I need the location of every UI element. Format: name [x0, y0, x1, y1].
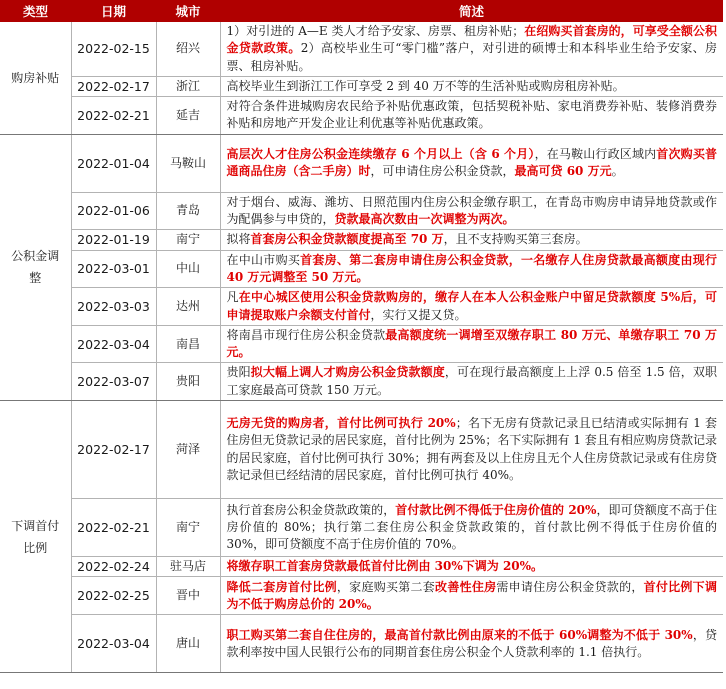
city-cell: 绍兴: [156, 22, 220, 76]
city-cell: 马鞍山: [156, 134, 220, 192]
summary-cell: [220, 325, 723, 363]
table-row: [0, 288, 723, 326]
city-cell: 南昌: [156, 325, 220, 363]
summary-text: 执行首套房公积金贷款政策的，: [226, 502, 396, 517]
summary-text: 在中山市购买: [226, 252, 301, 267]
table-row: [0, 76, 723, 96]
table-row: [0, 363, 723, 401]
table-row: [0, 557, 723, 577]
city-cell: 延吉: [156, 97, 220, 135]
highlighted-text: 首套房公积金贷款额度提高至 70 万: [250, 232, 444, 247]
summary-text: ，即可贷额度不高于住房价值的 80%；执行第二套住房公积金贷款政策的，首付款比例不得低于住房价值的 30%，即可贷额度不高于住房价值的 70%。: [226, 502, 717, 552]
highlighted-text: 贷款最高次数由一次调整为两次。: [334, 212, 515, 227]
summary-cell: [220, 22, 723, 76]
date-cell: 2022-01-19: [71, 230, 156, 250]
summary-cell: [220, 499, 723, 557]
table-row: [0, 230, 723, 250]
table-body: [0, 22, 723, 673]
summary-cell: [220, 250, 723, 288]
summary-text: 。: [611, 164, 624, 179]
summary-text: ，家庭购买第二套: [336, 579, 436, 594]
summary-cell: [220, 192, 723, 230]
date-cell: 2022-03-04: [71, 615, 156, 673]
header-type: 类型: [0, 0, 71, 22]
table-row: [0, 577, 723, 615]
date-cell: 2022-02-15: [71, 22, 156, 76]
summary-text: ，可在现行最高额度上上浮 0.5 倍至 1.5 倍，双职工家庭最高可贷款 150 万元。: [226, 365, 717, 397]
city-cell: 驻马店: [156, 557, 220, 577]
summary-text: 2）高校毕业生可“零门槛”落户，对引进的硕博士和本科毕业生给予安家、房票、租房补贴。: [226, 41, 717, 73]
table-row: [0, 499, 723, 557]
summary-text: 拟将: [226, 232, 251, 247]
summary-text: ；名下无房有贷款记录且已结清或实际拥有 1 套住房但无贷款记录的居民家庭，首付比例为 25%；名下实际拥有 1 套且有相应购房贷款记录的居民家庭，首付比例可执行 30%；拥有两套及以上住房且无个人住房贷款记录或有住房贷款记录但已经结清的居民家庭，首付比例可执行 40%。: [226, 415, 718, 482]
summary-cell: [220, 401, 723, 499]
summary-text: ，在马鞍山行政区域内: [534, 146, 657, 161]
summary-text: 对于烟台、威海、潍坊、日照范围内住房公积金缴存职工，在青岛市购房申请异地贷款或作为配偶参与申贷的，: [226, 194, 717, 227]
summary-cell: [220, 363, 723, 401]
summary-text: 对符合条件进城购房农民给予补贴优惠政策，包括契税补贴、家电消费券补贴、装修消费券补贴和房地产开发企业让利优惠等补贴优惠政策。: [226, 99, 717, 131]
header-city: 城市: [156, 0, 220, 22]
highlighted-text: 拟大幅上调人才购房公积金贷款额度: [250, 365, 445, 380]
summary-text: 将南昌市现行住房公积金贷款: [226, 327, 386, 342]
highlighted-text: 最高额度统一调增至双缴存职工 80 万元、单缴存职工 70 万元。: [226, 327, 717, 360]
city-cell: 贵阳: [156, 363, 220, 401]
date-cell: 2022-02-21: [71, 499, 156, 557]
city-cell: 南宁: [156, 499, 220, 557]
summary-cell: [220, 557, 723, 577]
city-cell: 南宁: [156, 230, 220, 250]
date-cell: 2022-02-25: [71, 577, 156, 615]
summary-text: ，实行又提又贷。: [370, 307, 467, 322]
date-cell: 2022-01-04: [71, 134, 156, 192]
summary-text: 高校毕业生到浙江工作可享受 2 到 40 万不等的生活补贴或购房租房补贴。: [226, 78, 625, 93]
city-cell: 晋中: [156, 577, 220, 615]
city-cell: 青岛: [156, 192, 220, 230]
highlighted-text: 改善性住房: [435, 579, 497, 594]
highlighted-text: 首付款比例不得低于住房价值的 20%: [395, 502, 597, 517]
city-cell: 浙江: [156, 76, 220, 96]
type-cell: 公积金调整: [0, 134, 71, 400]
city-cell: 菏泽: [156, 401, 220, 499]
highlighted-text: 最高可贷 60 万元: [514, 164, 612, 179]
highlighted-text: 职工购买第二套自住住房的，最高首付款比例由原来的不低于 60%调整为不低于 30%: [226, 627, 693, 642]
summary-text: ，且不支持购买第三套房。: [443, 232, 588, 247]
date-cell: 2022-03-03: [71, 288, 156, 326]
date-cell: 2022-03-04: [71, 325, 156, 363]
highlighted-text: 高层次人才住房公积金连续缴存 6 个月以上（含 6 个月）: [226, 146, 535, 161]
summary-cell: [220, 76, 723, 96]
highlighted-text: 在绍购买首套房的，可享受全额公积金贷款政策。: [226, 24, 717, 56]
date-cell: 2022-03-01: [71, 250, 156, 288]
highlighted-text: 将缴存职工首套房贷款最低首付比例由 30%下调为 20%。: [226, 559, 544, 574]
city-cell: 达州: [156, 288, 220, 326]
highlighted-text: 首付比例下调为不低于购房总价的 20%。: [226, 579, 717, 611]
summary-cell: [220, 577, 723, 615]
summary-text: 贵阳: [226, 365, 251, 380]
highlighted-text: 无房无贷的购房者，首付比例可执行 20%: [226, 415, 456, 430]
summary-text: 1）对引进的 A—E 类人才给予安家、房票、租房补贴；: [226, 24, 525, 38]
table-row: [0, 97, 723, 135]
summary-cell: [220, 230, 723, 250]
summary-cell: [220, 97, 723, 135]
summary-text: ，贷款利率按中国人民银行公布的同期首套住房公积金个人贷款利率的 1.1 倍执行。: [226, 627, 717, 659]
header-date: 日期: [71, 0, 156, 22]
city-cell: 唐山: [156, 615, 220, 673]
table-row: [0, 401, 723, 499]
date-cell: 2022-02-21: [71, 97, 156, 135]
city-cell: 中山: [156, 250, 220, 288]
table-row: [0, 250, 723, 288]
summary-cell: [220, 288, 723, 326]
table-row: [0, 22, 723, 76]
type-cell: 下调首付比例: [0, 401, 71, 673]
summary-text: 需申请住房公积金贷款的，: [496, 579, 644, 594]
header-row: [0, 0, 723, 22]
date-cell: 2022-01-06: [71, 192, 156, 230]
highlighted-text: 首次购买普通商品住房（含二手房）时: [226, 146, 717, 179]
highlighted-text: 首套房、第二套房申请住房公积金贷款，一名缴存人住房贷款最高额度由现行 40 万元调整至 50 万元。: [226, 252, 717, 284]
table-row: [0, 192, 723, 230]
highlighted-text: 在中心城区使用公积金贷款购房的，缴存人在本人公积金账户中留足贷款额度 5%后，可申请提取账户余额支付首付: [226, 290, 717, 322]
summary-cell: [220, 134, 723, 192]
date-cell: 2022-03-07: [71, 363, 156, 401]
type-cell: 购房补贴: [0, 22, 71, 134]
date-cell: 2022-02-17: [71, 401, 156, 499]
summary-cell: [220, 615, 723, 673]
highlighted-text: 降低二套房首付比例: [226, 579, 337, 594]
table-row: [0, 325, 723, 363]
date-cell: 2022-02-24: [71, 557, 156, 577]
header-summary: 简述: [220, 0, 723, 22]
table-row: [0, 615, 723, 673]
table-row: [0, 134, 723, 192]
date-cell: 2022-02-17: [71, 76, 156, 96]
summary-text: ，可申请住房公积金贷款，: [370, 164, 515, 179]
summary-text: 凡: [226, 290, 239, 305]
